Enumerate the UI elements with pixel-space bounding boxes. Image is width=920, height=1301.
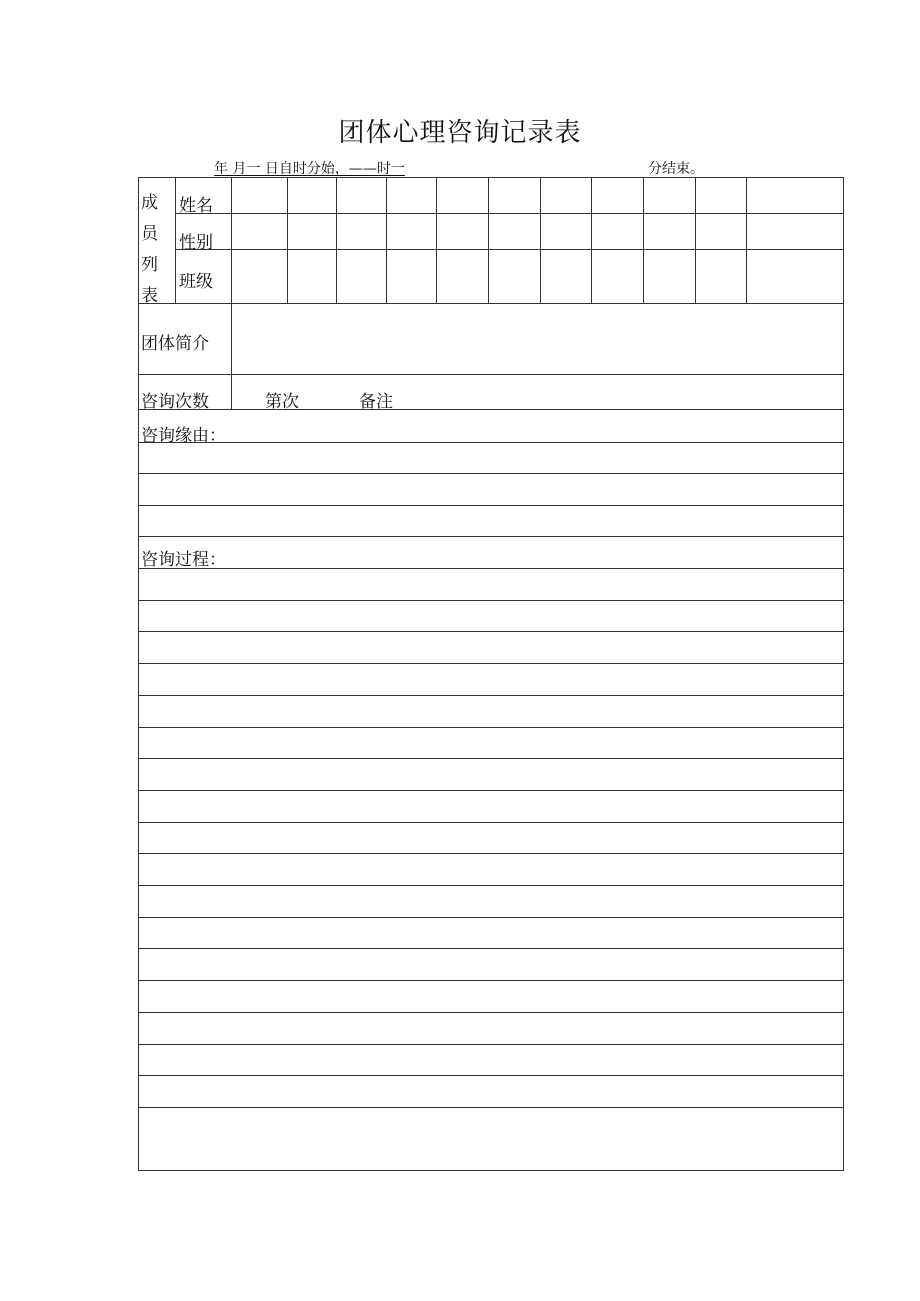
member-row-line (175, 213, 843, 214)
process-ruled-line (139, 1075, 843, 1076)
process-ruled-line (139, 948, 843, 949)
member-column-line (643, 178, 644, 303)
date-start-line: 年 月一 日自时分始，——时一 (214, 161, 405, 177)
process-ruled-line (139, 885, 843, 886)
member-row-line (175, 249, 843, 250)
count-label: 咨询次数 (141, 392, 209, 412)
section-line (139, 536, 843, 537)
reason-ruled-line (139, 505, 843, 506)
process-ruled-line (139, 1044, 843, 1045)
member-column-line (540, 178, 541, 303)
process-ruled-line (139, 1012, 843, 1013)
section-line (139, 374, 843, 375)
process-ruled-line (139, 695, 843, 696)
form-title: 团体心理咨询记录表 (338, 118, 582, 148)
member-column-line (386, 178, 387, 303)
member-side-char: 成 (141, 193, 158, 213)
process-ruled-line (139, 980, 843, 981)
reason-label: 咨询缘由： (141, 426, 226, 446)
member-column-line (695, 178, 696, 303)
process-ruled-line (139, 727, 843, 728)
member-row-label-name: 姓名 (179, 196, 213, 216)
process-ruled-line (139, 822, 843, 823)
note-label: 备注 (359, 392, 393, 412)
process-label: 咨询过程： (141, 550, 226, 570)
member-column-line (746, 178, 747, 303)
member-side-char: 表 (141, 286, 158, 306)
process-ruled-line (139, 631, 843, 632)
intro-field[interactable] (232, 304, 842, 374)
member-side-char: 列 (141, 255, 158, 275)
member-column-line (591, 178, 592, 303)
member-label-divider (231, 178, 232, 303)
member-column-line (488, 178, 489, 303)
process-ruled-line (139, 790, 843, 791)
process-ruled-line (139, 758, 843, 759)
process-ruled-line (139, 600, 843, 601)
member-column-line (336, 178, 337, 303)
process-ruled-line (139, 917, 843, 918)
section-line (139, 409, 843, 410)
member-row-label-class: 班级 (179, 272, 213, 292)
date-end-line: 分结束。 (648, 161, 704, 177)
member-side-divider (175, 178, 176, 303)
process-ruled-line (139, 568, 843, 569)
process-ruled-line (139, 663, 843, 664)
member-column-line (287, 178, 288, 303)
session-number-label: 第次 (265, 392, 299, 412)
intro-label: 团体简介 (141, 334, 209, 354)
member-row-label-gender: 性别 (179, 233, 213, 253)
process-ruled-line (139, 1107, 843, 1108)
process-ruled-line (139, 853, 843, 854)
reason-ruled-line (139, 473, 843, 474)
reason-ruled-line (139, 442, 843, 443)
member-side-char: 员 (141, 224, 158, 244)
member-column-line (436, 178, 437, 303)
count-divider (231, 374, 232, 409)
record-form (138, 177, 844, 1171)
